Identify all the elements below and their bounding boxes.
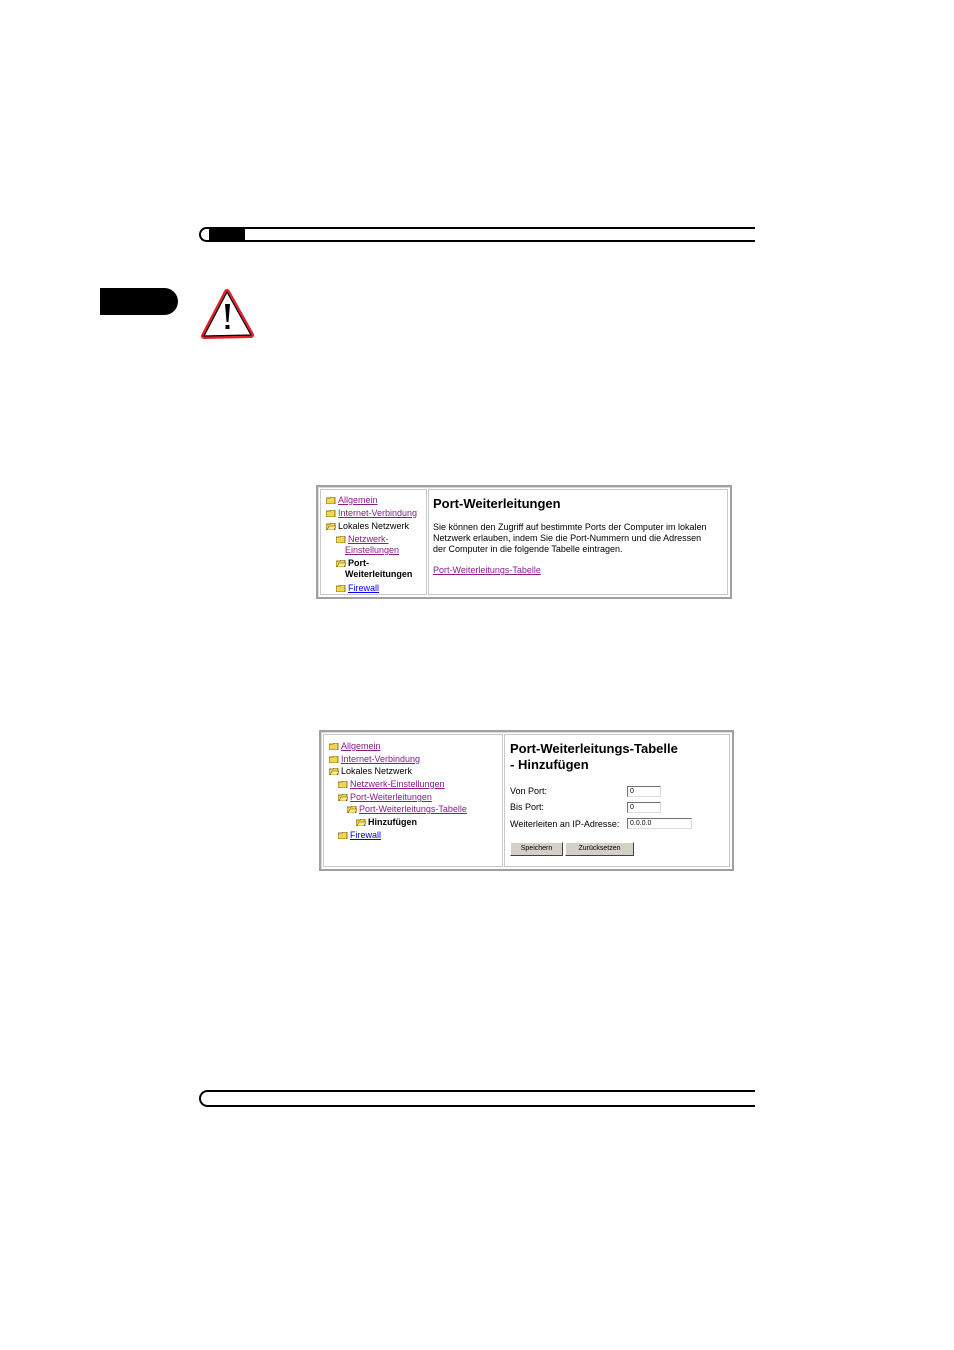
nav-link[interactable]: Netzwerk- bbox=[348, 534, 389, 544]
open-folder-icon bbox=[338, 794, 348, 801]
page-title: Port-Weiterleitungs-Tabelle bbox=[510, 741, 678, 756]
content-frame bbox=[428, 489, 728, 595]
nav-item-internet-verbindung[interactable] bbox=[329, 754, 420, 765]
footer-rule bbox=[199, 1090, 755, 1107]
nav-label: Lokales Netzwerk bbox=[338, 521, 410, 531]
open-folder-icon bbox=[336, 560, 346, 567]
von-port-input[interactable]: 0 bbox=[627, 786, 661, 797]
page-title: Port-Weiterleitungen bbox=[433, 496, 561, 511]
port-table-link[interactable]: Port-Weiterleitungs-Tabelle bbox=[433, 565, 541, 575]
description-line: Netzwerk erlauben, indem Sie die Port-Nummern und die Adressen bbox=[433, 533, 702, 543]
nav-frame bbox=[323, 734, 503, 867]
header-rule-tab bbox=[209, 229, 245, 240]
nav-link[interactable]: Internet-Verbindung bbox=[338, 508, 418, 518]
nav-link[interactable]: Allgemein bbox=[338, 495, 378, 505]
nav-item-allgemein[interactable] bbox=[326, 495, 378, 506]
nav-item-lokales-netzwerk bbox=[326, 521, 409, 532]
folder-icon bbox=[336, 585, 346, 592]
page-title-line2: - Hinzufügen bbox=[510, 757, 589, 772]
nav-link[interactable]: Port-Weiterleitungen bbox=[350, 792, 432, 802]
nav-item-internet-verbindung[interactable] bbox=[326, 508, 417, 519]
folder-icon bbox=[336, 536, 346, 543]
nav-item-allgemein[interactable] bbox=[329, 741, 381, 752]
nav-link[interactable]: Allgemein bbox=[341, 741, 381, 751]
content-frame bbox=[504, 734, 730, 867]
open-folder-icon bbox=[326, 523, 336, 530]
nav-label: Hinzufügen bbox=[368, 817, 417, 827]
ip-address-input[interactable]: 0.0.0.0 bbox=[627, 818, 692, 829]
nav-frame bbox=[320, 489, 427, 595]
nav-item-firewall[interactable] bbox=[338, 830, 381, 841]
bis-port-input[interactable]: 0 bbox=[627, 802, 661, 813]
folder-icon bbox=[338, 832, 348, 839]
bis-port-label: Bis Port: bbox=[510, 802, 545, 812]
nav-item-hinzufuegen bbox=[356, 817, 417, 828]
screenshot-port-weiterleitungen bbox=[316, 485, 732, 599]
folder-icon bbox=[338, 781, 348, 788]
nav-link[interactable]: Firewall bbox=[350, 830, 382, 840]
save-button[interactable]: Speichern bbox=[510, 842, 563, 856]
nav-label-cont: Weiterleitungen bbox=[345, 569, 413, 579]
nav-label: Lokales Netzwerk bbox=[341, 766, 413, 776]
nav-link[interactable]: Firewall bbox=[348, 583, 380, 593]
ip-address-label: Weiterleiten an IP-Adresse: bbox=[510, 819, 620, 829]
reset-button[interactable]: Zurücksetzen bbox=[565, 842, 634, 856]
nav-link-cont[interactable]: Einstellungen bbox=[345, 545, 400, 555]
nav-item-lokales-netzwerk bbox=[329, 766, 412, 777]
nav-label: Port- bbox=[348, 558, 369, 568]
folder-icon bbox=[326, 510, 336, 517]
nav-item-netzwerk-einstellungen[interactable] bbox=[338, 779, 445, 790]
von-port-label: Von Port: bbox=[510, 786, 548, 796]
chapter-marker bbox=[100, 288, 178, 315]
folder-icon bbox=[326, 497, 336, 504]
nav-item-port-weiterleitungs-tabelle[interactable] bbox=[347, 804, 467, 815]
open-folder-icon bbox=[329, 768, 339, 775]
open-folder-icon bbox=[356, 819, 366, 826]
description-line: Sie können den Zugriff auf bestimmte Ports der Computer im lokalen bbox=[433, 522, 707, 532]
header-rule bbox=[199, 227, 755, 242]
folder-icon bbox=[329, 743, 339, 750]
nav-link[interactable]: Port-Weiterleitungs-Tabelle bbox=[359, 804, 467, 814]
nav-item-netzwerk-einstellungen[interactable] bbox=[336, 534, 399, 556]
folder-icon bbox=[329, 756, 339, 763]
nav-item-firewall[interactable] bbox=[336, 583, 379, 594]
warning-triangle-icon bbox=[200, 288, 254, 340]
screenshot-port-table-add bbox=[319, 730, 734, 871]
nav-link[interactable]: Netzwerk-Einstellungen bbox=[350, 779, 445, 789]
nav-item-port-weiterleitungen bbox=[336, 558, 412, 580]
nav-item-port-weiterleitungen[interactable] bbox=[338, 792, 432, 803]
description-line: der Computer in die folgende Tabelle eintragen. bbox=[433, 544, 623, 554]
open-folder-icon bbox=[347, 806, 357, 813]
nav-link[interactable]: Internet-Verbindung bbox=[341, 754, 421, 764]
